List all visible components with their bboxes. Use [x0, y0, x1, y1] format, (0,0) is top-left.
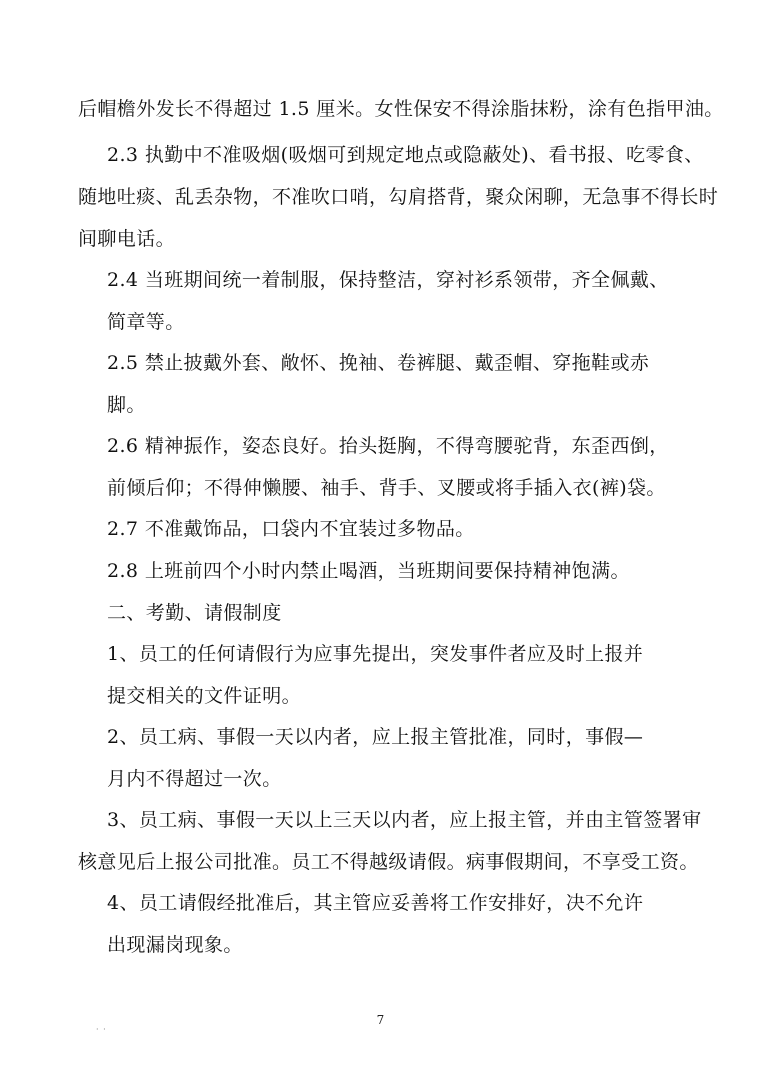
text-line: 2.6 精神振作，姿态良好。抬头挺胸，不得弯腰驼背，东歪西倒，	[107, 435, 669, 457]
page-number: 7	[376, 1013, 385, 1027]
text-line: 间聊电话。	[78, 228, 176, 250]
section-heading: 二、考勤、请假制度	[107, 602, 282, 624]
text-line: 后帽檐外发长不得超过 1.5 厘米。女性保安不得涂脂抹粉，涂有色指甲油。	[78, 98, 724, 120]
text-line: 3、员工病、事假一天以上三天以内者，应上报主管，并由主管签署审	[107, 809, 702, 831]
text-line: 月内不得超过一次。	[107, 768, 282, 790]
text-line: 出现漏岗现象。	[107, 934, 243, 956]
text-line: 1、员工的任何请假行为应事先提出，突发事件者应及时上报并	[107, 643, 644, 665]
text-line: 4、员工请假经批准后，其主管应妥善将工作安排好，决不允许	[107, 892, 644, 914]
text-line: 简章等。	[107, 311, 185, 333]
text-line: 脚。	[107, 394, 146, 416]
text-line: 前倾后仰；不得伸懒腰、袖手、背手、叉腰或将手插入衣(裤)袋。	[107, 477, 666, 499]
text-line: 2.7 不准戴饰品，口袋内不宜装过多物品。	[107, 518, 475, 540]
text-line: 提交相关的文件证明。	[107, 685, 302, 707]
text-line: 核意见后上报公司批准。员工不得越级请假。病事假期间，不享受工资。	[78, 851, 699, 873]
text-line: 2.5 禁止披戴外套、敞怀、挽袖、卷裤腿、戴歪帽、穿拖鞋或赤	[107, 352, 650, 374]
text-line: 2.8 上班前四个小时内禁止喝酒，当班期间要保持精神饱满。	[107, 560, 630, 582]
text-line: 随地吐痰、乱丢杂物，不准吹口哨，勾肩搭背，聚众闲聊，无急事不得长时	[78, 186, 719, 208]
text-line: 2.3 执勤中不准吸烟(吸烟可到规定地点或隐蔽处)、看书报、吃零食、	[107, 144, 704, 166]
text-line: 2.4 当班期间统一着制服，保持整洁，穿衬衫系领带，齐全佩戴、	[107, 269, 669, 291]
text-line: 2、员工病、事假一天以内者，应上报主管批准，同时，事假—	[107, 726, 644, 748]
corner-mark: · ·	[96, 1025, 107, 1034]
